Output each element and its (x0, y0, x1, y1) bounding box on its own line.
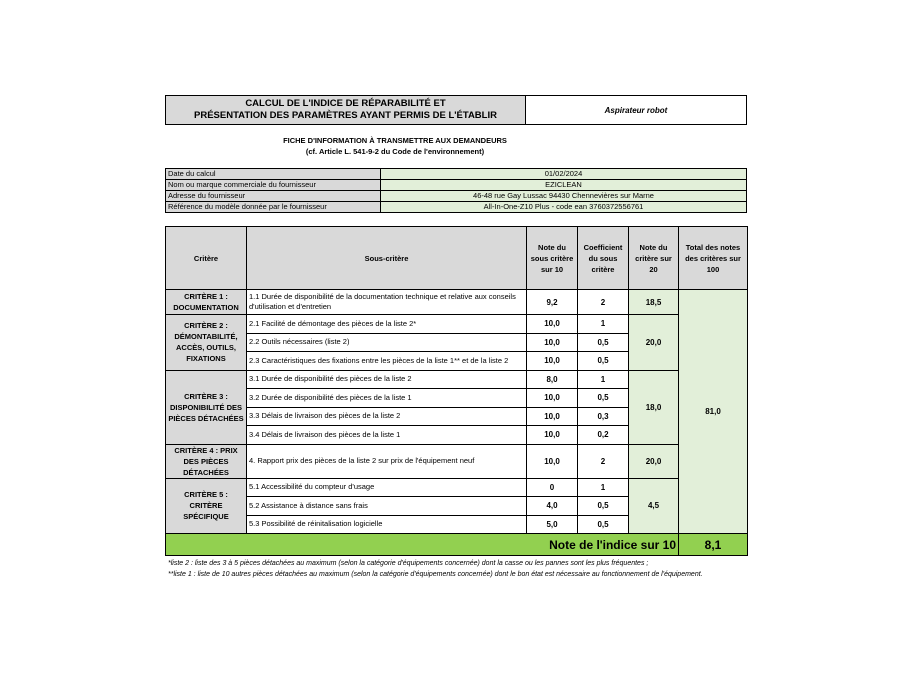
subcriterion-note: 0 (527, 478, 578, 497)
subcriterion-label: 5.1 Accessibilité du compteur d'usage (247, 478, 527, 497)
table-row (166, 478, 748, 497)
criterion-1-note20: 18,5 (629, 290, 679, 315)
info-row (166, 191, 747, 202)
header-sous-critere: Sous-critère (247, 227, 527, 290)
subcriterion-coef: 1 (578, 478, 629, 497)
info-label: Adresse du fournisseur (166, 191, 381, 202)
subcriterion-coef: 0,5 (578, 497, 629, 516)
subcriterion-note: 10,0 (527, 444, 578, 478)
subcriterion-coef: 2 (578, 290, 629, 315)
header-critere: Critère (166, 227, 247, 290)
fiche-heading (240, 135, 550, 157)
criterion-4-note20: 20,0 (629, 444, 679, 478)
subcriterion-note: 10,0 (527, 407, 578, 426)
subcriterion-note: 9,2 (527, 290, 578, 315)
subcriterion-coef: 2 (578, 444, 629, 478)
document-title (165, 95, 526, 125)
subcriterion-label: 3.1 Durée de disponibilité des pièces de la liste 2 (247, 370, 527, 389)
subcriterion-label: 2.3 Caractéristiques des fixations entre les pièces de la liste 1** et de la liste 2 (247, 352, 527, 371)
supplier-info-table (165, 168, 747, 213)
subcriterion-note: 8,0 (527, 370, 578, 389)
subcriterion-note: 5,0 (527, 515, 578, 534)
subcriterion-label: 1.1 Durée de disponibilité de la documentation technique et relative aux conseils d'utilisation et d'entretien (247, 290, 527, 315)
title-line-1: CALCUL DE L'INDICE DE RÉPARABILITÉ ET (245, 98, 446, 109)
fiche-line-1: FICHE D'INFORMATION À TRANSMETTRE AUX DEMANDEURS (283, 136, 507, 145)
subcriterion-coef: 0,3 (578, 407, 629, 426)
criterion-1-name: CRITÈRE 1 : DOCUMENTATION (166, 290, 247, 315)
info-label: Référence du modèle donnée par le fournisseur (166, 202, 381, 213)
info-row (166, 169, 747, 180)
subcriterion-coef: 0,5 (578, 389, 629, 408)
footnote-liste-1: **liste 1 : liste de 10 autres pièces détachées au maximum (selon la catégorie d'équipements concernée) dont le bon état est nécessaire au fonctionnement de l'équipement. (168, 571, 703, 578)
table-row (166, 370, 748, 389)
header-coef: Coefficient du sous critère (578, 227, 629, 290)
product-category: Aspirateur robot (526, 95, 747, 125)
table-row (166, 290, 748, 315)
subcriterion-label: 3.4 Délais de livraison des pièces de la liste 1 (247, 426, 527, 445)
subcriterion-coef: 0,5 (578, 352, 629, 371)
info-label: Date du calcul (166, 169, 381, 180)
subcriterion-label: 5.2 Assistance à distance sans frais (247, 497, 527, 516)
info-value: All-In-One-Z10 Plus - code ean 3760372556761 (381, 202, 747, 213)
subcriterion-note: 10,0 (527, 352, 578, 371)
subcriterion-label: 3.3 Délais de livraison des pièces de la liste 2 (247, 407, 527, 426)
info-value: EZICLEAN (381, 180, 747, 191)
subcriterion-note: 10,0 (527, 389, 578, 408)
subcriterion-note: 10,0 (527, 426, 578, 445)
criterion-4-name: CRITÈRE 4 : PRIX DES PIÈCES DÉTACHÉES (166, 444, 247, 478)
header-note20: Note du critère sur 20 (629, 227, 679, 290)
subcriterion-label: 3.2 Durée de disponibilité des pièces de la liste 1 (247, 389, 527, 408)
header-total: Total des notes des critères sur 100 (679, 227, 748, 290)
subcriterion-label: 5.3 Possibilité de réinitalisation logicielle (247, 515, 527, 534)
final-score-value: 8,1 (679, 534, 748, 556)
final-score-label: Note de l'indice sur 10 (166, 534, 679, 556)
subcriterion-note: 4,0 (527, 497, 578, 516)
subcriterion-coef: 0,5 (578, 333, 629, 352)
info-row (166, 180, 747, 191)
final-score-row (166, 534, 748, 556)
criterion-2-note20: 20,0 (629, 315, 679, 371)
subcriterion-note: 10,0 (527, 333, 578, 352)
criterion-3-note20: 18,0 (629, 370, 679, 444)
total-score: 81,0 (679, 290, 748, 534)
info-value: 46-48 rue Gay Lussac 94430 Chennevières sur Marne (381, 191, 747, 202)
table-row (166, 315, 748, 334)
criterion-5-name: CRITÈRE 5 : CRITÈRE SPÉCIFIQUE (166, 478, 247, 534)
fiche-line-2: (cf. Article L. 541-9-2 du Code de l'environnement) (305, 147, 485, 156)
subcriterion-label: 4. Rapport prix des pièces de la liste 2 sur prix de l'équipement neuf (247, 444, 527, 478)
subcriterion-label: 2.1 Facilité de démontage des pièces de la liste 2* (247, 315, 527, 334)
criterion-2-name: CRITÈRE 2 : DÉMONTABILITÉ, ACCÈS, OUTILS, FIXATIONS (166, 315, 247, 371)
header-note10: Note du sous critère sur 10 (527, 227, 578, 290)
subcriterion-coef: 0,5 (578, 515, 629, 534)
subcriterion-label: 2.2 Outils nécessaires (liste 2) (247, 333, 527, 352)
criterion-5-note20: 4,5 (629, 478, 679, 534)
table-row (166, 444, 748, 478)
info-row (166, 202, 747, 213)
footnote-liste-2: *liste 2 : liste des 3 à 5 pièces détachées au maximum (selon la catégorie d'équipements concernée) dont la casse ou les pannes sont les plus fréquentes ; (168, 560, 649, 567)
title-line-2: PRÉSENTATION DES PARAMÈTRES AYANT PERMIS DE L'ÉTABLIR (194, 110, 497, 121)
criterion-3-name: CRITÈRE 3 : DISPONIBILITÉ DES PIÈCES DÉTACHÉES (166, 370, 247, 444)
info-label: Nom ou marque commerciale du fournisseur (166, 180, 381, 191)
subcriterion-coef: 1 (578, 315, 629, 334)
subcriterion-coef: 1 (578, 370, 629, 389)
footnotes (168, 558, 748, 580)
info-value: 01/02/2024 (381, 169, 747, 180)
subcriterion-note: 10,0 (527, 315, 578, 334)
repairability-table (165, 226, 748, 556)
subcriterion-coef: 0,2 (578, 426, 629, 445)
